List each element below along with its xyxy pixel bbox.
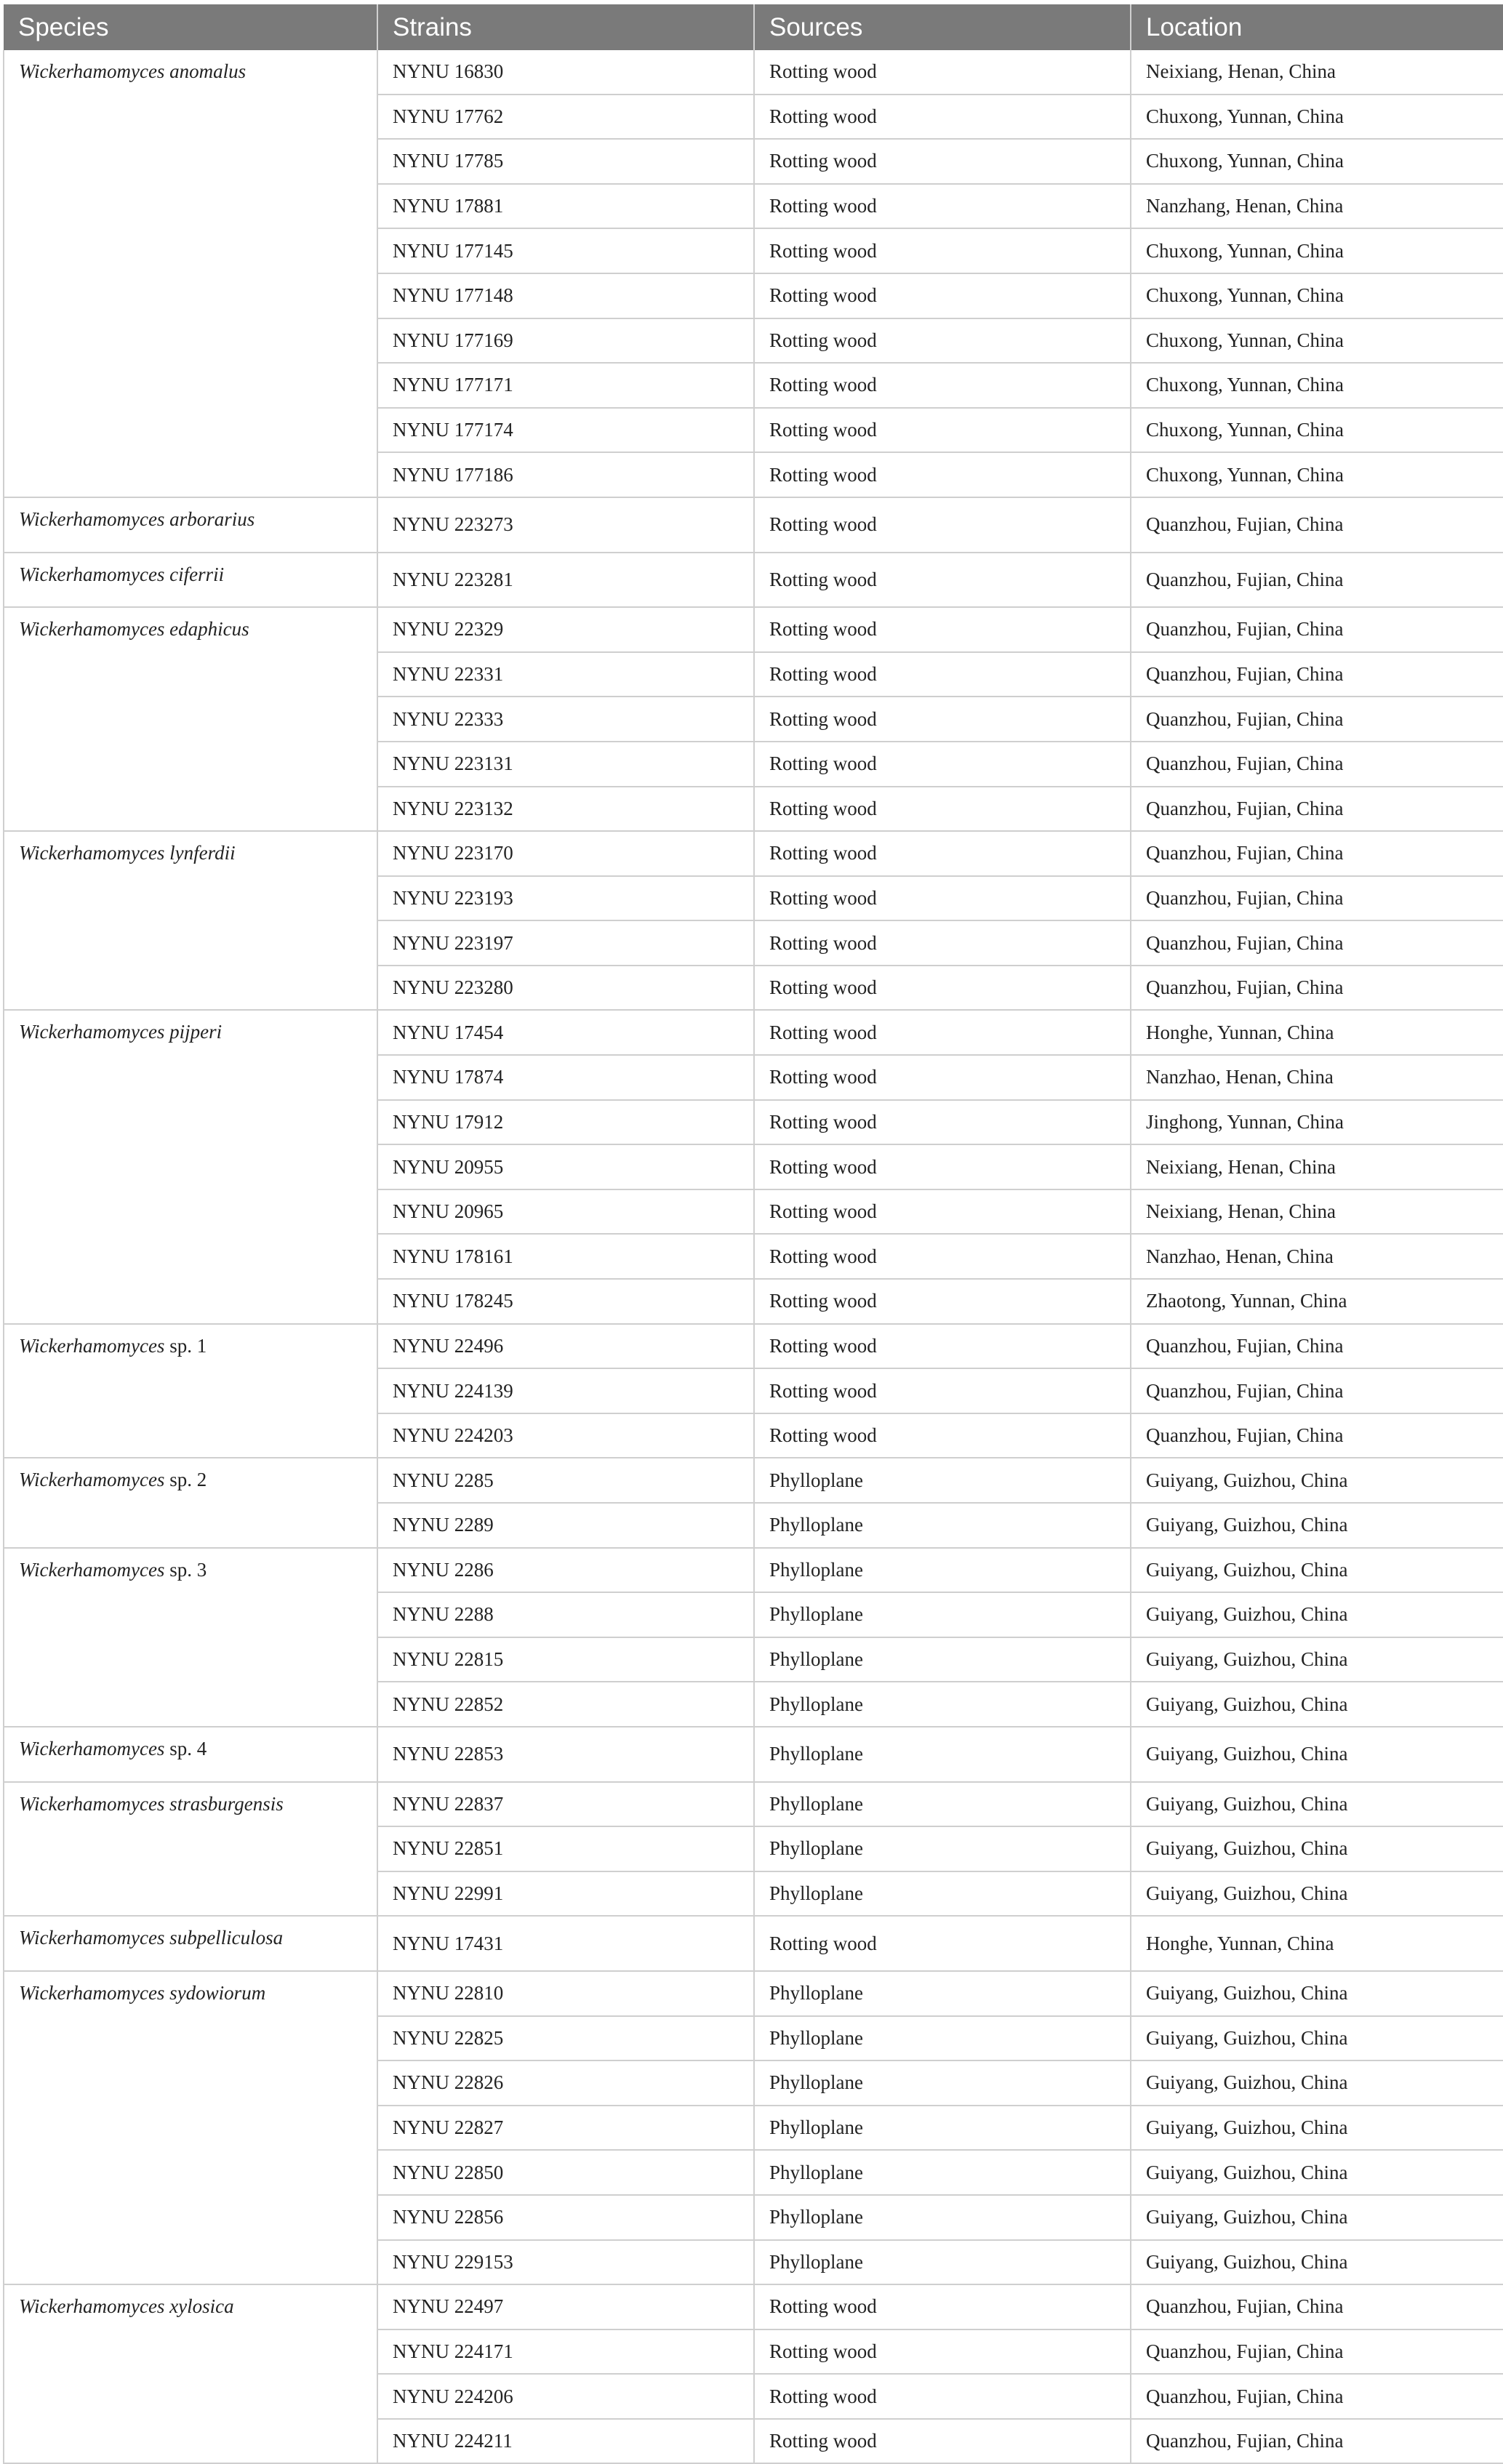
source-cell: Phylloplane <box>754 1826 1131 1871</box>
species-name: Wickerhamomyces xylosica <box>19 2295 234 2318</box>
species-name: Wickerhamomyces pijperi <box>19 1021 223 1043</box>
strain-cell: NYNU 223273 <box>377 497 754 553</box>
location-cell: Quanzhou, Fujian, China <box>1131 497 1503 553</box>
strain-cell: NYNU 22329 <box>377 607 754 652</box>
source-cell: Rotting wood <box>754 697 1131 742</box>
source-cell: Phylloplane <box>754 1971 1131 2016</box>
source-cell: Rotting wood <box>754 408 1131 453</box>
header-strains: Strains <box>377 4 754 50</box>
location-cell: Quanzhou, Fujian, China <box>1131 876 1503 921</box>
source-cell: Phylloplane <box>754 1458 1131 1503</box>
source-cell: Rotting wood <box>754 50 1131 95</box>
strain-cell: NYNU 22496 <box>377 1324 754 1369</box>
source-cell: Phylloplane <box>754 2150 1131 2195</box>
species-suffix: sp. 2 <box>169 1469 207 1491</box>
strain-cell: NYNU 22815 <box>377 1637 754 1682</box>
source-cell: Phylloplane <box>754 1727 1131 1782</box>
source-cell: Phylloplane <box>754 1782 1131 1827</box>
strain-cell: NYNU 223131 <box>377 742 754 787</box>
strain-cell: NYNU 22331 <box>377 652 754 697</box>
species-cell <box>4 1324 377 1458</box>
source-cell: Rotting wood <box>754 1916 1131 1971</box>
species-name: Wickerhamomyces lynferdii <box>19 842 236 864</box>
location-cell: Quanzhou, Fujian, China <box>1131 2374 1503 2419</box>
header-row <box>4 4 1503 50</box>
source-cell: Rotting wood <box>754 652 1131 697</box>
source-cell: Rotting wood <box>754 1324 1131 1369</box>
location-cell: Guiyang, Guizhou, China <box>1131 1727 1503 1782</box>
strain-cell: NYNU 223170 <box>377 831 754 876</box>
strain-cell: NYNU 17431 <box>377 1916 754 1971</box>
source-cell: Rotting wood <box>754 497 1131 553</box>
strain-cell: NYNU 177169 <box>377 318 754 364</box>
species-cell <box>4 1782 377 1917</box>
species-cell <box>4 2284 377 2463</box>
source-cell: Rotting wood <box>754 1189 1131 1235</box>
table-body <box>4 50 1503 2463</box>
location-cell: Quanzhou, Fujian, China <box>1131 1368 1503 1413</box>
table-row <box>4 1458 1503 1503</box>
location-cell: Quanzhou, Fujian, China <box>1131 1324 1503 1369</box>
strain-cell: NYNU 2285 <box>377 1458 754 1503</box>
source-cell: Rotting wood <box>754 2374 1131 2419</box>
strain-cell: NYNU 224211 <box>377 2419 754 2464</box>
table-row <box>4 1548 1503 1593</box>
location-cell: Guiyang, Guizhou, China <box>1131 1592 1503 1637</box>
species-name: Wickerhamomyces strasburgensis <box>19 1792 284 1815</box>
strain-cell: NYNU 224139 <box>377 1368 754 1413</box>
species-name: Wickerhamomyces <box>19 1469 165 1491</box>
header-species: Species <box>4 4 377 50</box>
strain-cell: NYNU 17454 <box>377 1010 754 1055</box>
strain-cell: NYNU 223281 <box>377 553 754 608</box>
strain-cell: NYNU 224203 <box>377 1413 754 1458</box>
location-cell: Guiyang, Guizhou, China <box>1131 1548 1503 1593</box>
source-cell: Rotting wood <box>754 1413 1131 1458</box>
source-cell: Phylloplane <box>754 2016 1131 2061</box>
strain-cell: NYNU 178161 <box>377 1234 754 1279</box>
species-cell <box>4 1548 377 1727</box>
source-cell: Phylloplane <box>754 2195 1131 2240</box>
source-cell: Rotting wood <box>754 318 1131 364</box>
location-cell: Chuxong, Yunnan, China <box>1131 95 1503 140</box>
strain-cell: NYNU 223197 <box>377 920 754 966</box>
location-cell: Honghe, Yunnan, China <box>1131 1010 1503 1055</box>
location-cell: Guiyang, Guizhou, China <box>1131 2106 1503 2151</box>
source-cell: Rotting wood <box>754 1055 1131 1100</box>
strain-cell: NYNU 20955 <box>377 1144 754 1189</box>
location-cell: Quanzhou, Fujian, China <box>1131 607 1503 652</box>
strain-cell: NYNU 22991 <box>377 1871 754 1917</box>
location-cell: Nanzhao, Henan, China <box>1131 1055 1503 1100</box>
strain-cell: NYNU 17912 <box>377 1100 754 1145</box>
table-row <box>4 1324 1503 1369</box>
strain-cell: NYNU 17762 <box>377 95 754 140</box>
location-cell: Nanzhang, Henan, China <box>1131 184 1503 229</box>
source-cell: Rotting wood <box>754 787 1131 832</box>
location-cell: Quanzhou, Fujian, China <box>1131 1413 1503 1458</box>
source-cell: Rotting wood <box>754 607 1131 652</box>
location-cell: Quanzhou, Fujian, China <box>1131 966 1503 1011</box>
source-cell: Phylloplane <box>754 2240 1131 2285</box>
source-cell: Rotting wood <box>754 184 1131 229</box>
source-cell: Rotting wood <box>754 920 1131 966</box>
header-location: Location <box>1131 4 1503 50</box>
strain-cell: NYNU 177186 <box>377 452 754 497</box>
species-cell <box>4 1010 377 1323</box>
location-cell: Quanzhou, Fujian, China <box>1131 697 1503 742</box>
location-cell: Jinghong, Yunnan, China <box>1131 1100 1503 1145</box>
species-name: Wickerhamomyces sydowiorum <box>19 1981 266 2004</box>
location-cell: Neixiang, Henan, China <box>1131 1189 1503 1235</box>
location-cell: Quanzhou, Fujian, China <box>1131 742 1503 787</box>
location-cell: Chuxong, Yunnan, China <box>1131 318 1503 364</box>
location-cell: Guiyang, Guizhou, China <box>1131 1458 1503 1503</box>
location-cell: Chuxong, Yunnan, China <box>1131 452 1503 497</box>
source-cell: Rotting wood <box>754 1010 1131 1055</box>
location-cell: Guiyang, Guizhou, China <box>1131 2150 1503 2195</box>
species-cell <box>4 1458 377 1547</box>
source-cell: Rotting wood <box>754 95 1131 140</box>
species-name: Wickerhamomyces arborarius <box>19 507 255 530</box>
source-cell: Rotting wood <box>754 966 1131 1011</box>
source-cell: Rotting wood <box>754 1144 1131 1189</box>
location-cell: Guiyang, Guizhou, China <box>1131 1826 1503 1871</box>
species-cell <box>4 50 377 497</box>
source-cell: Phylloplane <box>754 1637 1131 1682</box>
strain-cell: NYNU 2289 <box>377 1503 754 1548</box>
strain-cell: NYNU 178245 <box>377 1279 754 1324</box>
source-cell: Phylloplane <box>754 1682 1131 1727</box>
strain-cell: NYNU 22856 <box>377 2195 754 2240</box>
species-name: Wickerhamomyces <box>19 1737 165 1759</box>
strain-cell: NYNU 177145 <box>377 228 754 273</box>
strain-cell: NYNU 17785 <box>377 139 754 184</box>
source-cell: Rotting wood <box>754 1234 1131 1279</box>
species-name: Wickerhamomyces <box>19 1334 165 1357</box>
table-row <box>4 1971 1503 2016</box>
table-header <box>4 4 1503 50</box>
strain-cell: NYNU 2286 <box>377 1548 754 1593</box>
location-cell: Guiyang, Guizhou, China <box>1131 1503 1503 1548</box>
species-name: Wickerhamomyces <box>19 1558 165 1581</box>
strain-cell: NYNU 22837 <box>377 1782 754 1827</box>
species-suffix: sp. 3 <box>169 1558 207 1581</box>
source-cell: Phylloplane <box>754 2106 1131 2151</box>
strain-cell: NYNU 16830 <box>377 50 754 95</box>
source-cell: Rotting wood <box>754 139 1131 184</box>
strain-cell: NYNU 22826 <box>377 2060 754 2106</box>
table-row <box>4 831 1503 876</box>
source-cell: Phylloplane <box>754 1592 1131 1637</box>
location-cell: Neixiang, Henan, China <box>1131 50 1503 95</box>
species-cell <box>4 607 377 831</box>
strain-cell: NYNU 223193 <box>377 876 754 921</box>
location-cell: Chuxong, Yunnan, China <box>1131 408 1503 453</box>
strain-cell: NYNU 22851 <box>377 1826 754 1871</box>
location-cell: Chuxong, Yunnan, China <box>1131 363 1503 408</box>
species-name: Wickerhamomyces edaphicus <box>19 618 249 641</box>
location-cell: Chuxong, Yunnan, China <box>1131 273 1503 318</box>
location-cell: Quanzhou, Fujian, China <box>1131 831 1503 876</box>
species-suffix: sp. 1 <box>169 1334 207 1357</box>
source-cell: Rotting wood <box>754 831 1131 876</box>
location-cell: Guiyang, Guizhou, China <box>1131 1971 1503 2016</box>
source-cell: Rotting wood <box>754 742 1131 787</box>
source-cell: Phylloplane <box>754 1503 1131 1548</box>
source-cell: Rotting wood <box>754 452 1131 497</box>
source-cell: Rotting wood <box>754 2329 1131 2375</box>
location-cell: Guiyang, Guizhou, China <box>1131 1682 1503 1727</box>
strain-cell: NYNU 22853 <box>377 1727 754 1782</box>
table-row <box>4 1727 1503 1782</box>
source-cell: Rotting wood <box>754 553 1131 608</box>
location-cell: Chuxong, Yunnan, China <box>1131 139 1503 184</box>
species-cell <box>4 831 377 1010</box>
strain-cell: NYNU 177174 <box>377 408 754 453</box>
location-cell: Quanzhou, Fujian, China <box>1131 553 1503 608</box>
strain-cell: NYNU 17881 <box>377 184 754 229</box>
strain-cell: NYNU 22827 <box>377 2106 754 2151</box>
strain-cell: NYNU 224171 <box>377 2329 754 2375</box>
strain-cell: NYNU 224206 <box>377 2374 754 2419</box>
location-cell: Zhaotong, Yunnan, China <box>1131 1279 1503 1324</box>
location-cell: Quanzhou, Fujian, China <box>1131 2284 1503 2329</box>
location-cell: Guiyang, Guizhou, China <box>1131 2195 1503 2240</box>
table-row <box>4 1782 1503 1827</box>
strain-cell: NYNU 22810 <box>377 1971 754 2016</box>
strain-cell: NYNU 22497 <box>377 2284 754 2329</box>
location-cell: Honghe, Yunnan, China <box>1131 1916 1503 1971</box>
strains-table <box>3 4 1503 2464</box>
strain-cell: NYNU 177171 <box>377 363 754 408</box>
species-suffix: sp. 4 <box>169 1737 207 1759</box>
location-cell: Guiyang, Guizhou, China <box>1131 2240 1503 2285</box>
table-row <box>4 1916 1503 1971</box>
strain-cell: NYNU 17874 <box>377 1055 754 1100</box>
strain-cell: NYNU 22850 <box>377 2150 754 2195</box>
location-cell: Quanzhou, Fujian, China <box>1131 920 1503 966</box>
table-row <box>4 607 1503 652</box>
strain-cell: NYNU 22333 <box>377 697 754 742</box>
source-cell: Phylloplane <box>754 1548 1131 1593</box>
species-cell <box>4 497 377 553</box>
source-cell: Phylloplane <box>754 2060 1131 2106</box>
species-name: Wickerhamomyces ciferrii <box>19 563 225 585</box>
species-cell <box>4 553 377 608</box>
source-cell: Rotting wood <box>754 363 1131 408</box>
location-cell: Guiyang, Guizhou, China <box>1131 2060 1503 2106</box>
strain-cell: NYNU 223280 <box>377 966 754 1011</box>
table-row <box>4 497 1503 553</box>
strain-cell: NYNU 22852 <box>377 1682 754 1727</box>
strain-cell: NYNU 22825 <box>377 2016 754 2061</box>
location-cell: Quanzhou, Fujian, China <box>1131 787 1503 832</box>
source-cell: Rotting wood <box>754 1279 1131 1324</box>
source-cell: Rotting wood <box>754 1100 1131 1145</box>
location-cell: Chuxong, Yunnan, China <box>1131 228 1503 273</box>
location-cell: Guiyang, Guizhou, China <box>1131 1782 1503 1827</box>
table-row <box>4 553 1503 608</box>
species-cell <box>4 1727 377 1782</box>
table-row <box>4 1010 1503 1055</box>
source-cell: Rotting wood <box>754 2419 1131 2464</box>
source-cell: Phylloplane <box>754 1871 1131 1917</box>
strain-cell: NYNU 223132 <box>377 787 754 832</box>
location-cell: Quanzhou, Fujian, China <box>1131 2329 1503 2375</box>
source-cell: Rotting wood <box>754 228 1131 273</box>
strain-cell: NYNU 229153 <box>377 2240 754 2285</box>
location-cell: Quanzhou, Fujian, China <box>1131 2419 1503 2464</box>
strain-cell: NYNU 20965 <box>377 1189 754 1235</box>
source-cell: Rotting wood <box>754 876 1131 921</box>
table-row <box>4 50 1503 95</box>
strain-cell: NYNU 177148 <box>377 273 754 318</box>
location-cell: Guiyang, Guizhou, China <box>1131 1871 1503 1917</box>
species-cell <box>4 1971 377 2284</box>
location-cell: Neixiang, Henan, China <box>1131 1144 1503 1189</box>
table-row <box>4 2284 1503 2329</box>
location-cell: Quanzhou, Fujian, China <box>1131 652 1503 697</box>
species-name: Wickerhamomyces subpelliculosa <box>19 1927 284 1949</box>
location-cell: Guiyang, Guizhou, China <box>1131 2016 1503 2061</box>
location-cell: Guiyang, Guizhou, China <box>1131 1637 1503 1682</box>
source-cell: Rotting wood <box>754 2284 1131 2329</box>
source-cell: Rotting wood <box>754 1368 1131 1413</box>
header-sources: Sources <box>754 4 1131 50</box>
source-cell: Rotting wood <box>754 273 1131 318</box>
location-cell: Nanzhao, Henan, China <box>1131 1234 1503 1279</box>
species-cell <box>4 1916 377 1971</box>
species-name: Wickerhamomyces anomalus <box>19 60 247 82</box>
strain-cell: NYNU 2288 <box>377 1592 754 1637</box>
